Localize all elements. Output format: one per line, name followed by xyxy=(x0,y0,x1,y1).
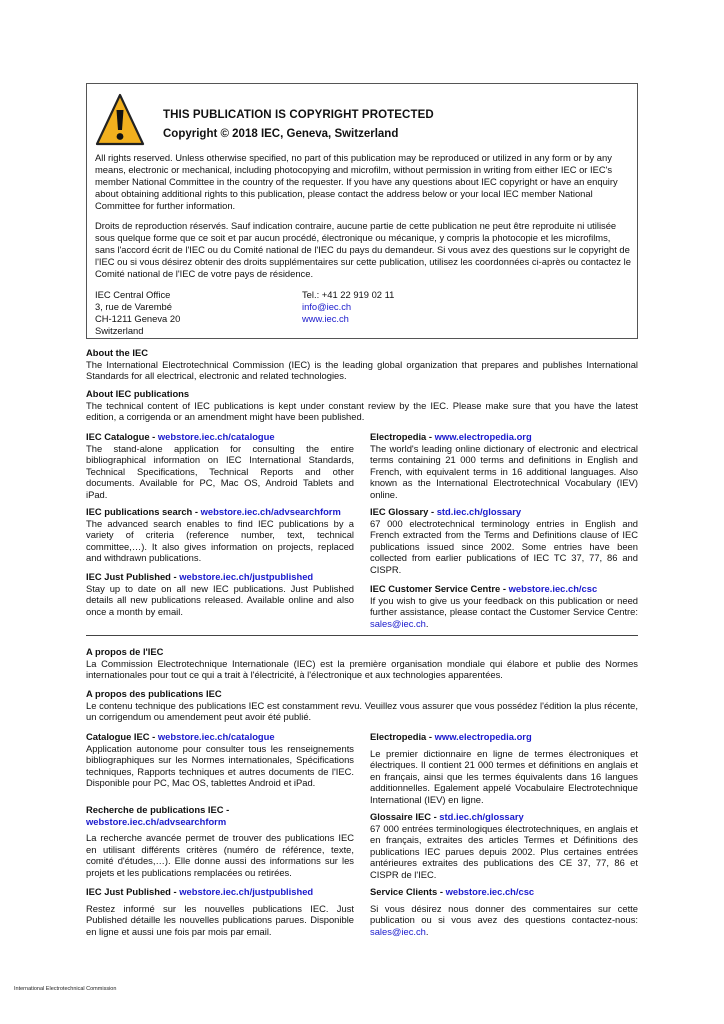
section-heading: About IEC publications xyxy=(86,388,190,399)
email-link[interactable]: info@iec.ch xyxy=(302,300,352,312)
item-heading: Electropedia - xyxy=(370,731,435,742)
item-heading: IEC Glossary - xyxy=(370,506,437,517)
item-heading: Service Clients - xyxy=(370,886,446,897)
item-heading: IEC publications search - xyxy=(86,506,201,517)
justpublished-link[interactable]: webstore.iec.ch/justpublished xyxy=(179,571,314,582)
item-text-end: . xyxy=(425,617,429,629)
sales-email-link[interactable]: sales@iec.ch xyxy=(370,925,426,937)
about-publications-fr xyxy=(86,688,638,723)
item-text-end: . xyxy=(425,925,429,937)
about-iec-fr xyxy=(86,646,638,681)
catalogue-link[interactable]: webstore.iec.ch/catalogue xyxy=(157,731,275,742)
item-text: Si vous désirez nous donner des commentaires sur cette publication ou si vous avez des questions contactez-nous: xyxy=(370,902,638,926)
search-fr xyxy=(86,804,354,879)
item-text: Stay up to date on all new IEC publications. Just Published details all new publications released. Available online and also once a month by email. xyxy=(86,582,354,617)
item-heading: IEC Catalogue - xyxy=(86,431,158,442)
address-line: IEC Central Office xyxy=(95,289,171,300)
glossary-fr xyxy=(370,811,638,881)
just-published-en xyxy=(86,571,354,617)
customer-service-en xyxy=(370,583,638,629)
website-link[interactable]: www.iec.ch xyxy=(302,312,349,324)
item-text: The advanced search enables to find IEC publications by a variety of criteria (reference number, text, technical committee,…). It also gives information on projects, replaced and withdrawn publications. xyxy=(86,517,354,564)
contact-details xyxy=(302,289,394,325)
section-text: The International Electrotechnical Commission (IEC) is the leading global organization that prepares and publishes International Standards for all electrical, electronic and related technologies. xyxy=(86,358,638,382)
glossary-link[interactable]: std.iec.ch/glossary xyxy=(439,811,524,822)
electropedia-link[interactable]: www.electropedia.org xyxy=(434,431,532,442)
item-text: Le premier dictionnaire en ligne de termes électroniques et électriques. Il contient 21 000 termes et définitions en anglais et en français, ainsi que les termes équivalents dans 16 langues additionnelles. Egalement appelé Vocabulaire Electrotechnique International (IEV) en ligne. xyxy=(370,747,638,805)
address-line: Switzerland xyxy=(95,324,144,336)
csc-link[interactable]: webstore.iec.ch/csc xyxy=(445,886,535,897)
item-heading: Glossaire IEC - xyxy=(370,811,440,822)
electropedia-link[interactable]: www.electropedia.org xyxy=(434,731,532,742)
section-divider xyxy=(86,635,638,636)
glossary-en xyxy=(370,506,638,576)
item-heading: IEC Just Published - xyxy=(86,571,180,582)
item-text: Restez informé sur les nouvelles publications IEC. Just Published détaille les nouvelles publications parues. Disponible en ligne et aussi une fois par mois par email. xyxy=(86,902,354,937)
item-heading: Recherche de publications IEC - xyxy=(86,804,230,815)
section-text: La Commission Electrotechnique Internationale (IEC) est la première organisation mondiale qui élabore et publie des Normes internationales pour tout ce qui a trait à l'électricité, à l'électronique et aux technologies apparentées. xyxy=(86,657,638,681)
address-line: CH-1211 Geneva 20 xyxy=(95,312,181,324)
customer-service-fr xyxy=(370,886,638,937)
section-heading: About the IEC xyxy=(86,347,148,358)
search-en xyxy=(86,506,354,564)
csc-link[interactable]: webstore.iec.ch/csc xyxy=(508,583,598,594)
sales-email-link[interactable]: sales@iec.ch xyxy=(370,617,426,629)
item-text: La recherche avancée permet de trouver des publications IEC en utilisant différents critères (numéro de référence, texte, comité d'études,…). Elle donne aussi des informations sur les projets et les publications remplacées ou retirées. xyxy=(86,832,354,878)
item-text: 67 000 electrotechnical terminology entries in English and French extracted from the Terms and Definitions clause of IEC publications issued since 2002. Some entries have been collected from earlier publications of IEC TC 37, 77, 86 and CISPR. xyxy=(370,517,638,575)
advsearch-link[interactable]: webstore.iec.ch/advsearchform xyxy=(86,815,227,827)
just-published-fr xyxy=(86,886,354,937)
copyright-title: THIS PUBLICATION IS COPYRIGHT PROTECTED xyxy=(163,109,434,121)
section-text: The technical content of IEC publications is kept under constant review by the IEC. Please make sure that you have the latest edition, a corrigenda or an amendment might have been published. xyxy=(86,399,638,423)
copyright-text-fr: Droits de reproduction réservés. Sauf indication contraire, aucune partie de cette publication ne peut être reproduite ni utilisée sous quelque forme que ce soit et par aucun procédé, électronique ou mécanique, y compris la photocopie et les microfilms, sans l'accord écrit de l'IEC ou du Comité national de l'IEC du pays du demandeur. Si vous avez des questions sur le copyright de l'IEC ou si vous désirez obtenir des droits supplémentaires sur cette publication, utilisez les coordonnées ci-après ou contactez le Comité national de l'IEC de votre pays de résidence. xyxy=(95,220,631,279)
about-publications-en xyxy=(86,388,638,423)
section-text: Le contenu technique des publications IEC est constamment revu. Veuillez vous assurer que vous possédez l'édition la plus récente, un corrigendum ou amendement peut avoir été publié. xyxy=(86,699,638,723)
copyright-text-en: All rights reserved. Unless otherwise specified, no part of this publication may be reproduced or utilized in any form or by any means, electronic or mechanical, including photocopying and microfilm, without permission in writing from either IEC or IEC's member National Committee in the country of the requester. If you have any questions about IEC copyright or have an enquiry about obtaining additional rights to this publication, please contact the address below or your local IEC member National Committee for further information. xyxy=(95,152,618,211)
item-text: Application autonome pour consulter tous les renseignements bibliographiques sur les Normes internationales, Spécifications techniques, Rapports techniques et autres documents de l'IEC. Disponible pour PC, Mac OS, tablettes Android et iPad. xyxy=(86,742,354,789)
item-heading: IEC Customer Service Centre - xyxy=(370,583,509,594)
electropedia-en xyxy=(370,431,638,501)
warning-triangle-icon xyxy=(95,92,145,148)
copyright-notice-box xyxy=(86,83,638,339)
catalogue-fr xyxy=(86,731,354,789)
item-text: If you wish to give us your feedback on this publication or need further assistance, please contact the Customer Service Centre: xyxy=(370,594,638,618)
section-heading: A propos des publications IEC xyxy=(86,688,222,699)
catalogue-link[interactable]: webstore.iec.ch/catalogue xyxy=(157,431,275,442)
glossary-link[interactable]: std.iec.ch/glossary xyxy=(436,506,522,517)
postal-address xyxy=(95,289,180,337)
item-text: The world's leading online dictionary of electronic and electrical terms containing 21 000 terms and definitions in English and French, with equivalent terms in 16 additional languages. Also known as the International Electrotechnical Vocabulary (IEV) online. xyxy=(370,442,638,500)
item-text: 67 000 entrées terminologiques électrotechniques, en anglais et en français, extraites des articles Termes et Définitions des publications IEC parues depuis 2002. Plus certaines entrées antérieures extraites des publications des CE 37, 77, 86 et CISPR de l'IEC. xyxy=(370,822,638,880)
advsearch-link[interactable]: webstore.iec.ch/advsearchform xyxy=(200,506,341,517)
item-text: The stand-alone application for consulting the entire bibliographical information on IEC International Standards, Technical Specifications, Technical Reports and other documents. Available for PC, Mac OS, Android Tablets and iPad. xyxy=(86,442,354,500)
about-iec-en xyxy=(86,347,638,382)
section-heading: A propos de l'IEC xyxy=(86,646,164,657)
item-heading: Catalogue IEC - xyxy=(86,731,158,742)
page-footer: International Electrotechnical Commission xyxy=(14,986,117,992)
catalogue-en xyxy=(86,431,354,501)
telephone: Tel.: +41 22 919 02 11 xyxy=(302,289,395,300)
justpublished-link[interactable]: webstore.iec.ch/justpublished xyxy=(179,886,314,897)
electropedia-fr xyxy=(370,731,638,806)
address-line: 3, rue de Varembé xyxy=(95,300,172,312)
item-heading: Electropedia - xyxy=(370,431,435,442)
copyright-subtitle: Copyright © 2018 IEC, Geneva, Switzerland xyxy=(163,128,399,140)
item-heading: IEC Just Published - xyxy=(86,886,180,897)
